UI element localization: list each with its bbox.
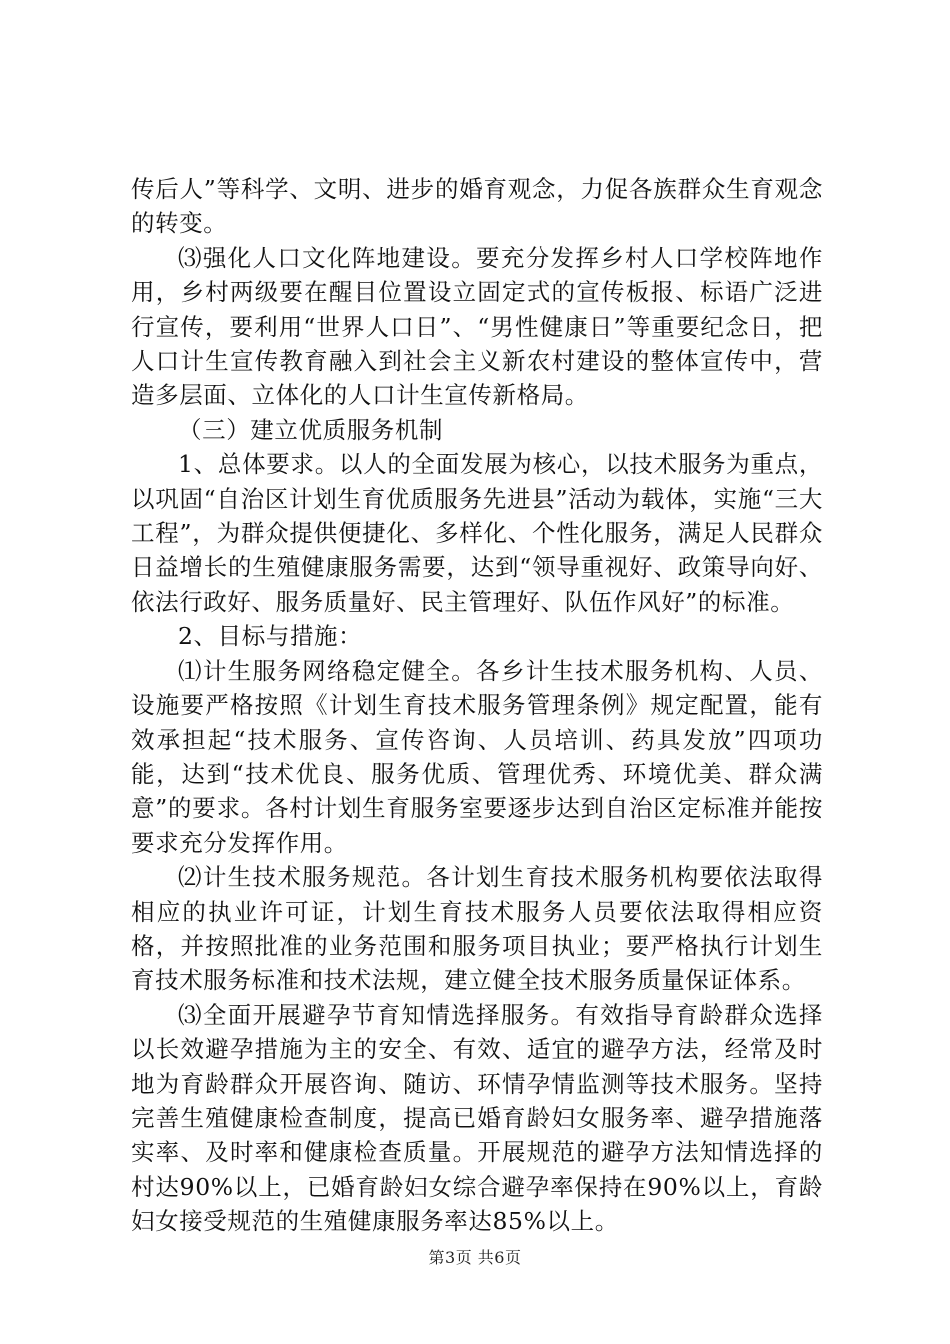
paragraph-overall-requirements: 1、总体要求。以人的全面发展为核心，以技术服务为重点，以巩固“自治区计划生育优质服务先进县”活动为载体，实施“三大工程”，为群众提供便捷化、多样化、个性化服务，满足人民群众日益增长的生殖健康服务需要，达到“领导重视好、政策导向好、依法行政好、服务质量好、民主管理好、队伍作风好”的标准。 [131, 450, 823, 616]
document-body [131, 172, 823, 1239]
paragraph-goals-measures-heading: 2、目标与措施： [178, 622, 363, 651]
page-number-footer: 第3页 共6页 [428, 1248, 522, 1267]
paragraph-informed-choice: ⑶全面开展避孕节育知情选择服务。有效指导育龄群众选择以长效避孕措施为主的安全、有效、适宜的避孕方法，经常及时地为育龄群众开展咨询、随访、环情孕情监测等技术服务。坚持完善生殖健康检查制度，提高已婚育龄妇女服务率、避孕措施落实率、及时率和健康检查质量。开展规范的避孕方法知情选择的村达90%以上，已婚育龄妇女综合避孕率保持在90%以上，育龄妇女接受规范的生殖健康服务率达85%以上。 [131, 1000, 823, 1236]
paragraph-continuation: 传后人”等科学、文明、进步的婚育观念，力促各族群众生育观念的转变。 [131, 175, 823, 238]
section-heading-service-mechanism: （三）建立优质服务机制 [178, 415, 444, 444]
paragraph-service-network: ⑴计生服务网络稳定健全。各乡计生技术服务机构、人员、设施要严格按照《计划生育技术服务管理条例》规定配置，能有效承担起“技术服务、宣传咨询、人员培训、药具发放”四项功能，达到“技术优良、服务优质、管理优秀、环境优美、群众满意”的要求。各村计划生育服务室要逐步达到自治区定标准并能按要求充分发挥作用。 [131, 656, 823, 857]
paragraph-technical-service: ⑵计生技术服务规范。各计划生育技术服务机构要依法取得相应的执业许可证，计划生育技术服务人员要依法取得相应资格，并按照批准的业务范围和服务项目执业；要严格执行计划生育技术服务标准和技术法规，建立健全技术服务质量保证体系。 [131, 863, 823, 995]
paragraph-culture-front: ⑶强化人口文化阵地建设。要充分发挥乡村人口学校阵地作用，乡村两级要在醒目位置设立固定式的宣传板报、标语广泛进行宣传，要利用“世界人口日”、“男性健康日”等重要纪念日，把人口计生宣传教育融入到社会主义新农村建设的整体宣传中，营造多层面、立体化的人口计生宣传新格局。 [131, 243, 823, 410]
